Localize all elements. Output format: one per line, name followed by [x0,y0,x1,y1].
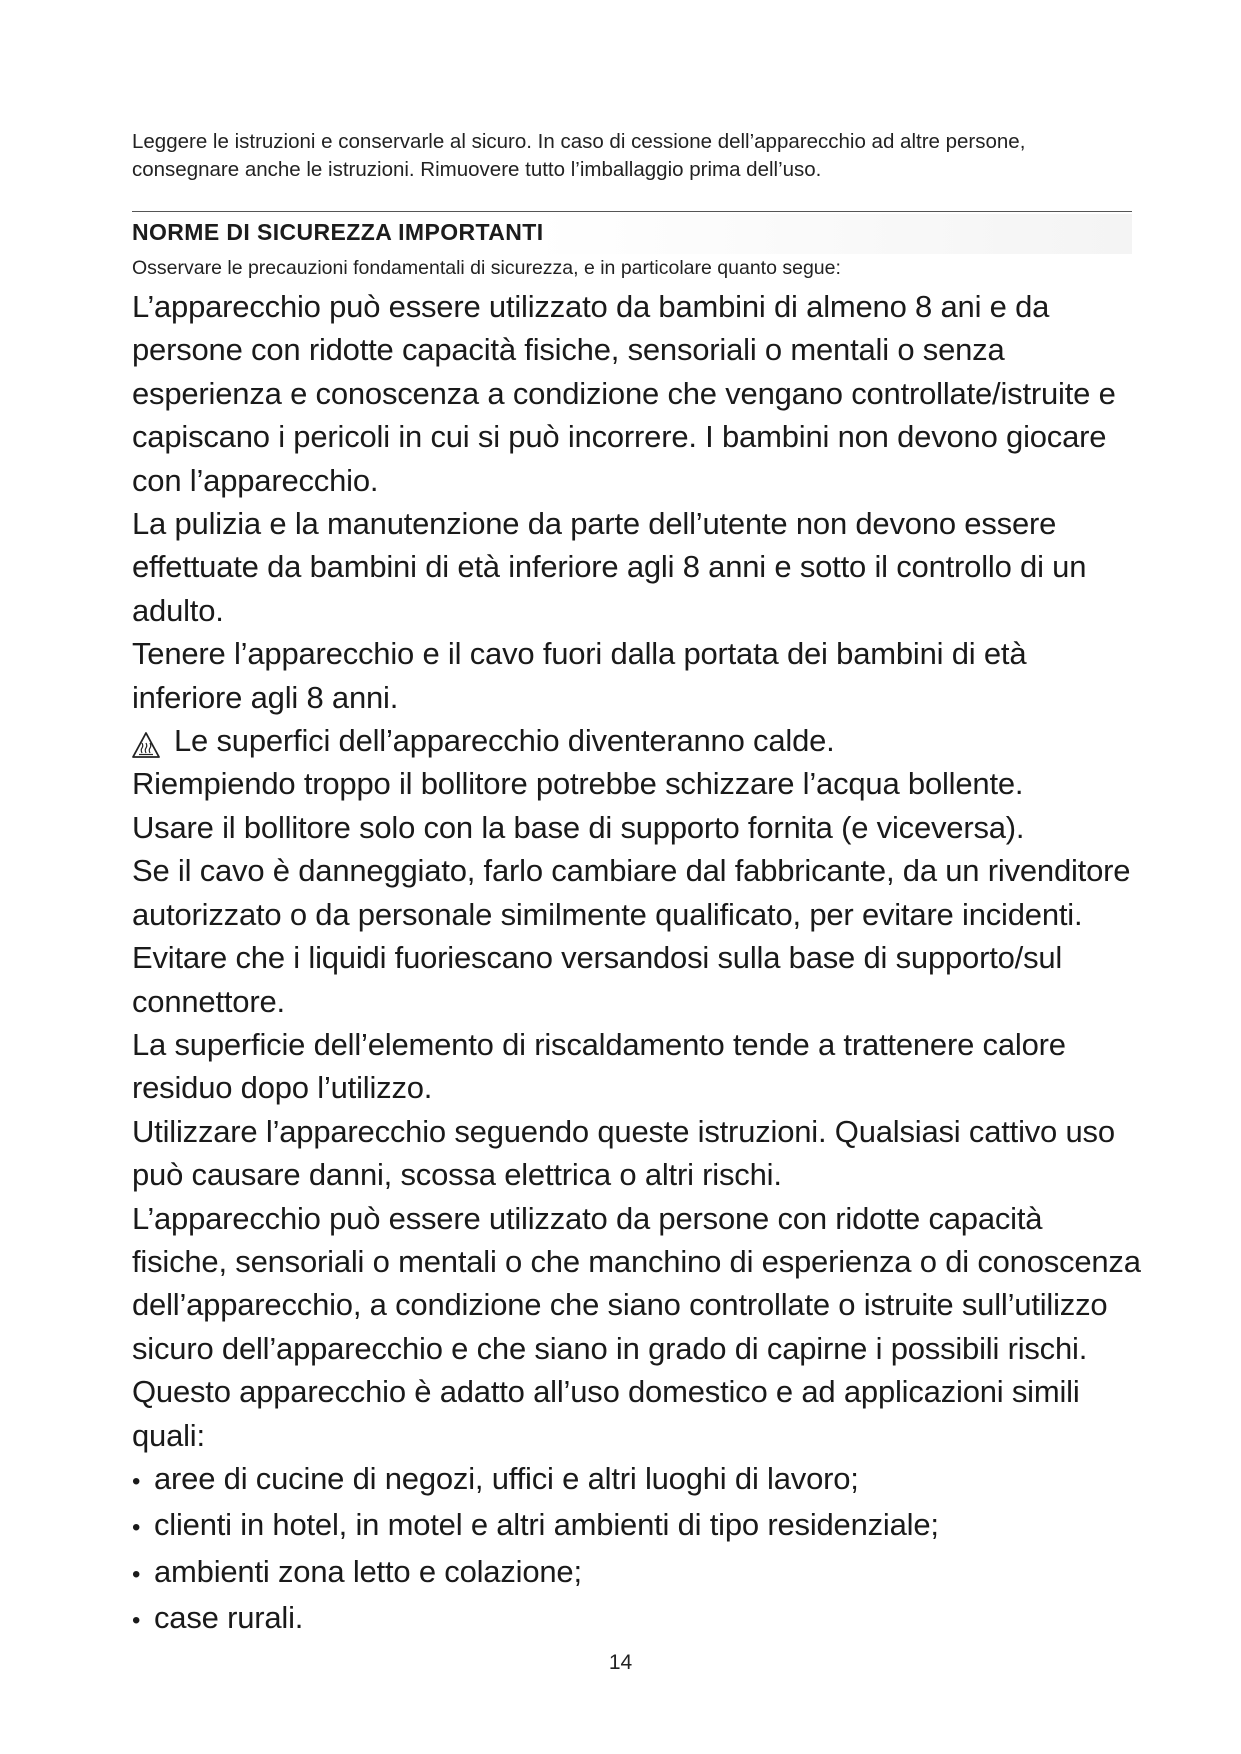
paragraph: L’apparecchio può essere utilizzato da persone con ridotte capacità fisiche, sensoriali o mentali o che manchino di esperienza o di conoscenza dell’apparecchio, a condizione che siano controllate o istruite sull’utilizzo sicuro dell’apparecchio e che siano in grado di capirne i possibili rischi. [132,1200,1141,1366]
list-item-text: clienti in hotel, in motel e altri ambienti di tipo residenziale; [154,1507,939,1543]
list-item [132,1596,1142,1642]
usage-list [132,1457,1142,1643]
paragraph: L’apparecchio può essere utilizzato da bambini di almeno 8 ani e da persone con ridotte capacità fisiche, sensoriali o mentali o senza esperienza e conoscenza a condizione che vengano controllate/istruite e capiscano i pericoli in cui si può incorrere. I bambini non devono giocare con l’apparecchio. [132,289,1116,498]
intro-line-2: consegnare anche le istruzioni. Rimuovere tutto l’imballaggio prima dell’uso. [132,158,822,181]
paragraph: Riempiendo troppo il bollitore potrebbe schizzare l’acqua bollente. [132,766,1024,802]
page-number: 14 [608,1651,633,1674]
section-divider [132,211,1132,212]
bullet: • [132,1560,141,1588]
paragraph: Evitare che i liquidi fuoriescano versandosi sulla base di supporto/sul connettore. [132,940,1063,1019]
hot-surface-warning [132,719,1142,762]
hot-surface-warning-icon [132,727,160,755]
hot-surface-warning-text: Le superfici dell’apparecchio diventeranno calde. [174,723,835,759]
paragraph: Tenere l’apparecchio e il cavo fuori dalla portata dei bambini di età inferiore agli 8 anni. [132,636,1027,715]
list-item [132,1457,1142,1503]
intro-text [132,128,1132,184]
paragraph: La superficie dell’elemento di riscaldamento tende a trattenere calore residuo dopo l’utilizzo. [132,1026,1066,1106]
list-item [132,1503,1142,1549]
bullet: • [132,1467,141,1495]
paragraph: Utilizzare l’apparecchio seguendo queste istruzioni. Qualsiasi cattivo uso può causare danni, scossa elettrica o altri rischi. [132,1113,1115,1193]
list-item-text: case rurali. [154,1600,304,1636]
safety-instructions [132,285,1142,1643]
list-item-text: ambienti zona letto e colazione; [154,1553,582,1589]
paragraph: Se il cavo è danneggiato, farlo cambiare dal fabbricante, da un rivenditore autorizzato o da personale similmente qualificato, per evitare incidenti. [132,853,1131,932]
intro-line-1: Leggere le istruzioni e conservarle al sicuro. In caso di cessione dell’apparecchio ad altre persone, [132,130,1026,153]
paragraph: La pulizia e la manutenzione da parte dell’utente non devono essere effettuate da bambini di età inferiore agli 8 anni e sotto il controllo di un adulto. [132,506,1087,628]
paragraph: Usare il bollitore solo con la base di supporto fornita (e viceversa). [132,809,1025,845]
list-item [132,1550,1142,1596]
bullet: • [132,1607,141,1635]
section-subtitle: Osservare le precauzioni fondamentali di sicurezza, e in particolare quanto segue: [132,257,841,279]
section-title: NORME DI SICUREZZA IMPORTANTI [132,219,544,245]
list-item-text: aree di cucine di negozi, uffici e altri luoghi di lavoro; [154,1460,859,1496]
bullet: • [132,1514,141,1542]
paragraph: Questo apparecchio è adatto all’uso domestico e ad applicazioni simili quali: [132,1374,1080,1453]
